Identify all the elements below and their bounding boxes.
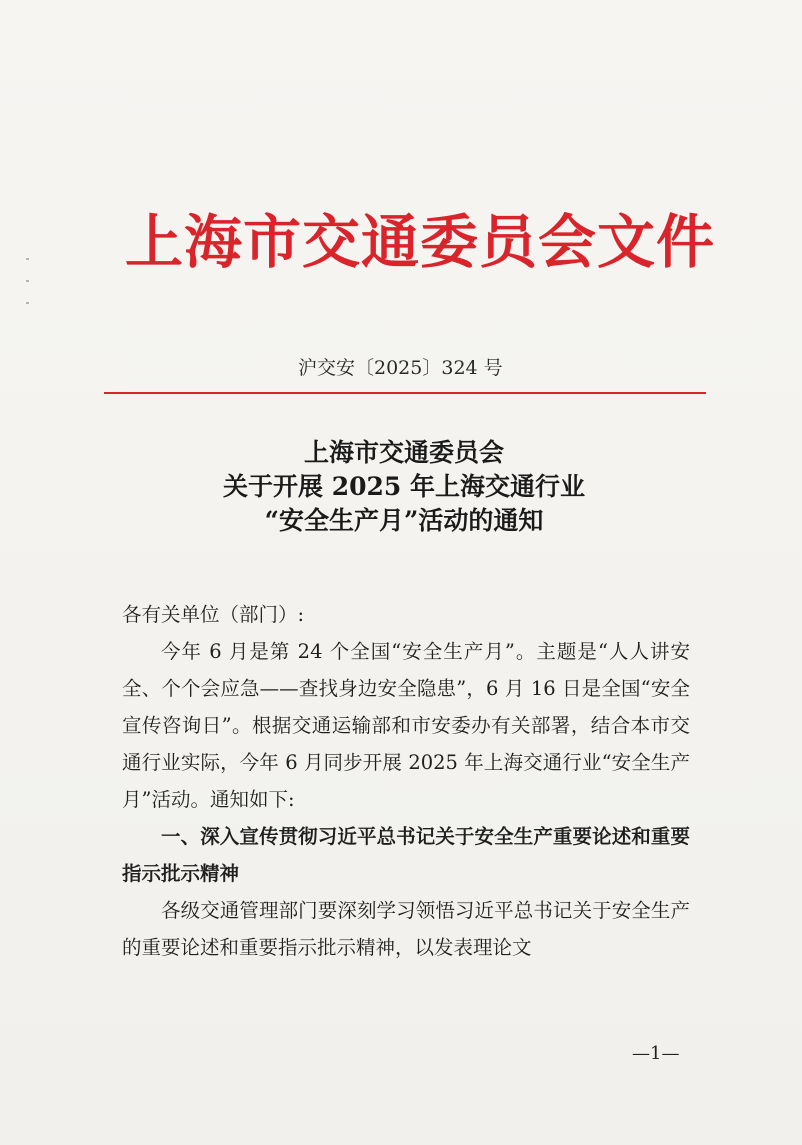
notice-title-line-3: “安全生产月”活动的通知 (264, 506, 544, 535)
document-header-title: 上海市交通委员会文件 (125, 208, 716, 276)
notice-title-line-2: 关于开展 2025 年上海交通行业 (223, 472, 585, 501)
notice-title-line-1: 上海市交通委员会 (303, 438, 504, 467)
body-paragraph-1: 今年 6 月是第 24 个全国“安全生产月”。主题是“人人讲安全、个个会应急——查找身边安全隐患”，6 月 16 日是全国“安全宣传咨询日”。根据交通运输部和市安委办有关部署，结合本市交通行业实际，今年 6 月同步开展 2025 年上海交通行业“安全生产月”活动。通知如下: (122, 640, 690, 811)
salutation: 各有关单位（部门）: (122, 603, 305, 626)
body-paragraph-2: 各级交通管理部门要深刻学习领悟习近平总书记关于安全生产的重要论述和重要指示批示精神，以发表理论文 (122, 899, 690, 959)
section-heading-1: 一、深入宣传贯彻习近平总书记关于安全生产重要论述和重要指示批示精神 (122, 825, 690, 885)
notice-title (100, 436, 708, 538)
red-divider-line (104, 392, 706, 394)
document-number: 沪交安〔2025〕324 号 (298, 357, 503, 379)
notice-body (122, 596, 690, 966)
binding-hole-marks (22, 258, 34, 318)
page-number: —1— (632, 1043, 680, 1064)
